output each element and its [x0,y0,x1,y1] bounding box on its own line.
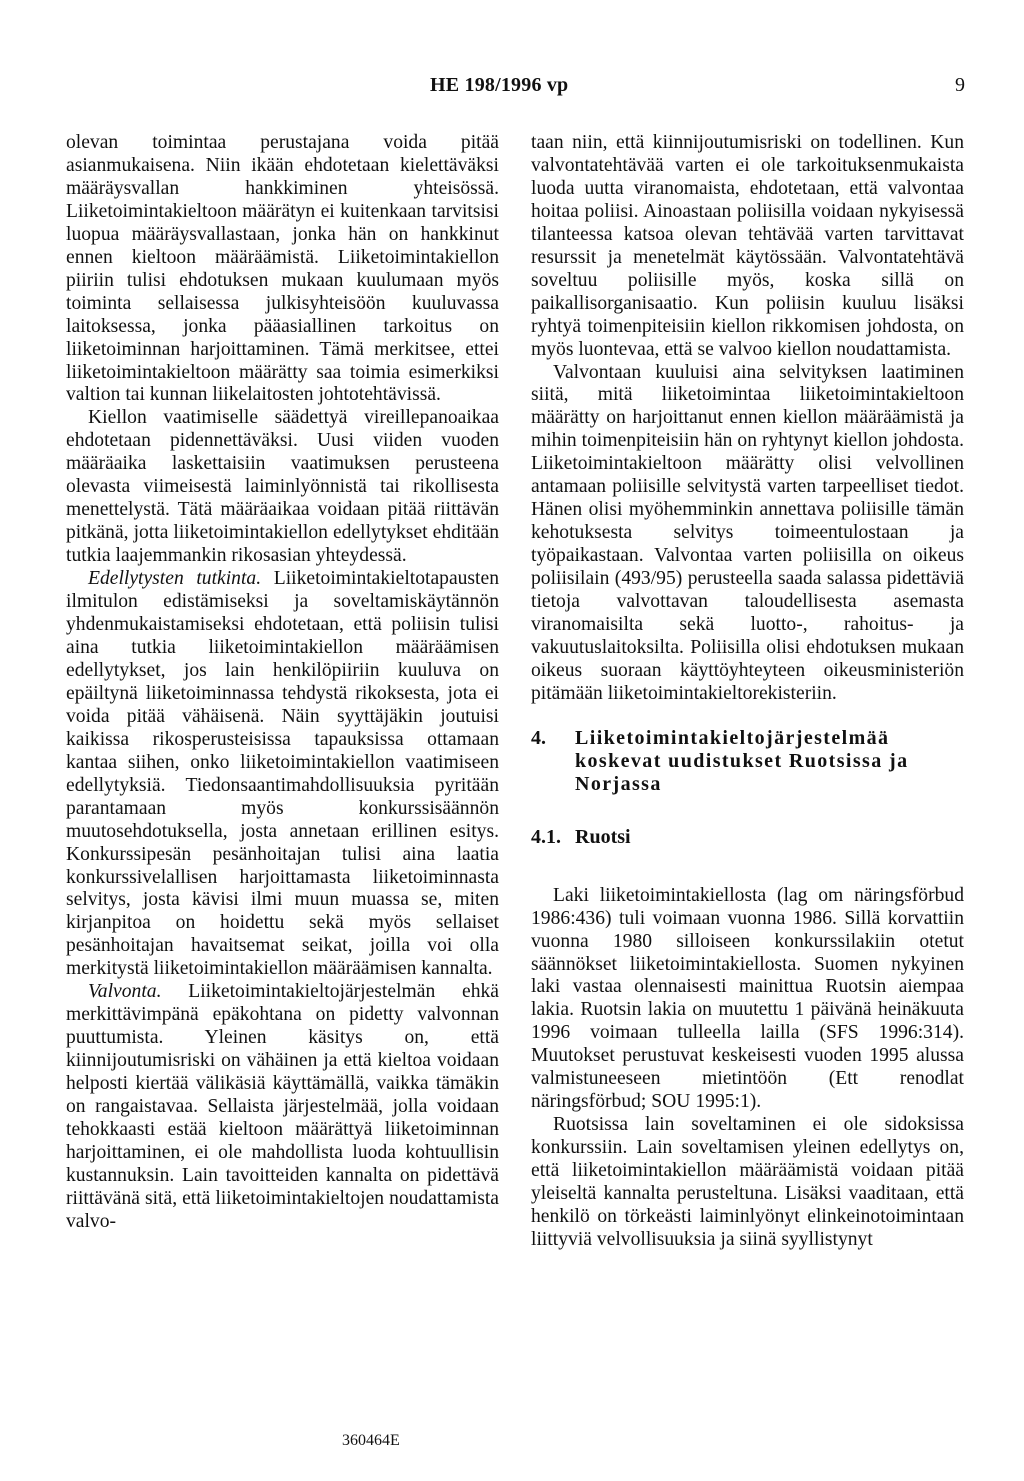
paragraph: olevan toimintaa perustajana voida pitää asianmukaisena. Niin ikään ehdotetaan kielettäväksi määräysvallan hankkiminen yhteisössä. Liiketoimintakieltoon määrätyn ei kuitenkaan tarvitsisi luopua määräysvallastaan, jonka hän on hankkinut ennen kieltoon määräämistä. Liiketoimintakiellon piiriin tulisi ehdotuksen mukaan kuulumaan myös toiminta sellaisessa julkisyhteisöön kuuluvassa laitoksessa, jonka pääasiallinen tarkoitus on liiketoiminnan harjoittaminen. Tämä merkitsee, ettei liiketoimintakieltoon määrätty saa toimia esimerkiksi valtion tai kunnan liikelaitosten johtotehtävissä. [66,132,499,406]
subsection-heading [531,826,964,849]
paragraph: Valvontaan kuuluisi aina selvityksen laatiminen siitä, mitä liiketoimintaa liiketoimintakieltoon määrätty on harjoittanut ennen kiellon määräämistä ja mihin toimenpiteisiin hän on ryhtynyt kiellon johdosta. Liiketoimintakieltoon määrätty olisi velvollinen antamaan poliisille selvitystä varten tarpeelliset tiedot. Hänen olisi myöhemminkin annettava poliisille tämän kehotuksesta selvitys toimeentulostaan ja työpaikastaan. Valvontaa varten poliisilla on oikeus poliisilain (493/95) perusteella saada salassa pidettäviä tietoja valvottavan taloudellisesta asemasta viranomaisilta sekä luotto-, rahoitus- ja vakuutuslaitoksilta. Poliisilla olisi ehdotuksen mukaan oikeus suoraan käyttöyhteyteen oikeusministeriön pitämään liiketoimintakieltorekisteriin. [531,361,964,704]
subsection-title: Ruotsi [575,825,631,848]
run-in-heading: Valvonta. [88,981,162,1003]
right-column [531,132,964,1252]
paragraph [66,981,499,1233]
run-in-heading: Edellytysten tutkinta. [88,568,262,590]
document-title: HE 198/1996 vp [430,74,569,96]
paragraph: Laki liiketoimintakiellosta (lag om näringsförbud 1986:436) tuli voimaan vuonna 1986. Sillä korvattiin vuonna 1980 silloiseen konkurssilakiin otetut säännökset liiketoimintakiellosta. Suomen nykyinen laki vastaa olennaisesti mainittua Ruotsin aiempaa lakia. Ruotsin lakia on muutettu 1 päivänä heinäkuuta 1996 voimaan tulleella lailla (SFS 1996:314). Muutokset perustuvat keskeisesti vuoden 1995 alussa valmistuneeseen mietintöön (Ett renodlat näringsförbud; SOU 1995:1). [531,884,964,1113]
paragraph-text: Liiketoimintakieltojärjestelmän ehkä merkittävimpänä epäkohtana on pidetty valvonnan puuttumista. Yleinen käsitys on, että kiinnijoutumisriski on vähäinen ja että kieltoa voidaan helposti kiertää välikäsiä käyttämällä, vaikka tämäkin on rangaistavaa. Sellaista järjestelmää, jolla voidaan tehokkaasti estää kieltoon määrättyä liiketoiminnan harjoittaminen, ei ole mahdollista luoda kohtuullisin kustannuksin. Lain tavoitteiden kannalta on pidettävä riittävänä sitä, että liiketoimintakieltojen noudattamista valvo- [66,981,499,1232]
footer-code: 360464E [342,1432,400,1449]
paragraph: Ruotsissa lain soveltaminen ei ole sidoksissa konkurssiin. Lain soveltamisen yleinen edellytys on, että liiketoimintakiellon määräämistä voidaan pitää yleiseltä kannalta perusteltuna. Lisäksi vaaditaan, että henkilö on törkeästi laiminlyönyt elinkeinotoimintaan liittyviä velvollisuuksia ja siinä syyllistynyt [531,1114,964,1250]
section-heading [531,727,964,796]
page-header [0,74,1024,104]
section-title: Liiketoimintakieltojärjestelmää koskevat uudistukset Ruotsissa ja Norjassa [575,726,909,795]
left-column [66,132,499,1234]
paragraph-text: Liiketoimintakieltotapausten ilmitulon edistämiseksi ja soveltamiskäytännön yhdenmukaistamiseksi ehdotetaan, että poliisin tulisi aina tutkia liiketoimintakiellon määräämisen edellytykset, jos lain henkilöpiiriin kuuluva on epäiltynä liiketoiminnassa tehdystä rikoksesta, jota ei voida pitää vähäisenä. Näin syyttäjäkin joutuisi kaikissa rikosperusteisissa tapauksissa ottamaan kantaa siihen, onko liiketoimintakiellon vaatimiseen edellytyksiä. Tiedonsaantimahdollisuuksia pyritään parantamaan myös konkurssisäännön muutosehdotuksella, josta annetaan erillinen esitys. Konkurssipesän pesänhoitajan tulisi aina laatia konkurssivelallisen harjoittamasta liiketoiminnasta selvitys, josta kävisi ilmi muun muassa se, miten kirjanpitoa on hoidettu sekä myös sellaiset pesänhoitajan havaitsemat seikat, joilla voi olla merkitystä liiketoimintakiellon määräämisen kannalta. [66,568,499,980]
paragraph [66,568,499,981]
page-number: 9 [955,74,965,96]
section-number: 4. [531,726,546,749]
paragraph: Kiellon vaatimiselle säädettyä vireillepanoaikaa ehdotetaan pidennettäväksi. Uusi viiden vuoden määräaika laskettaisiin vaatimuksen perusteena olevasta viimeisestä laiminlyönnistä tai rikollisesta menettelystä. Tätä määräaikaa voidaan pitää riittävän pitkänä, jotta liiketoimintakiellon edellytykset ehditään tutkia laajemmankin rikosasian yhteydessä. [66,407,499,567]
paragraph: taan niin, että kiinnijoutumisriski on todellinen. Kun valvontatehtävää varten ei ole tarkoituksenmukaista luoda uutta viranomaista, ehdotetaan, että valvontaa hoitaa poliisi. Ainoastaan poliisilla voidaan nykyisessä tilanteessa katsoa olevan tehtävää varten tarvittavat resurssit ja menetelmät käytössään. Valvontatehtävä soveltuu poliisille myös, koska sillä on paikallisorganisaatio. Kun poliisin kuuluu lisäksi ryhtyä toimenpiteisiin kiellon rikkomisen johdosta, on myös luontevaa, että se valvoo kiellon noudattamista. [531,132,964,360]
subsection-number: 4.1. [531,825,561,848]
